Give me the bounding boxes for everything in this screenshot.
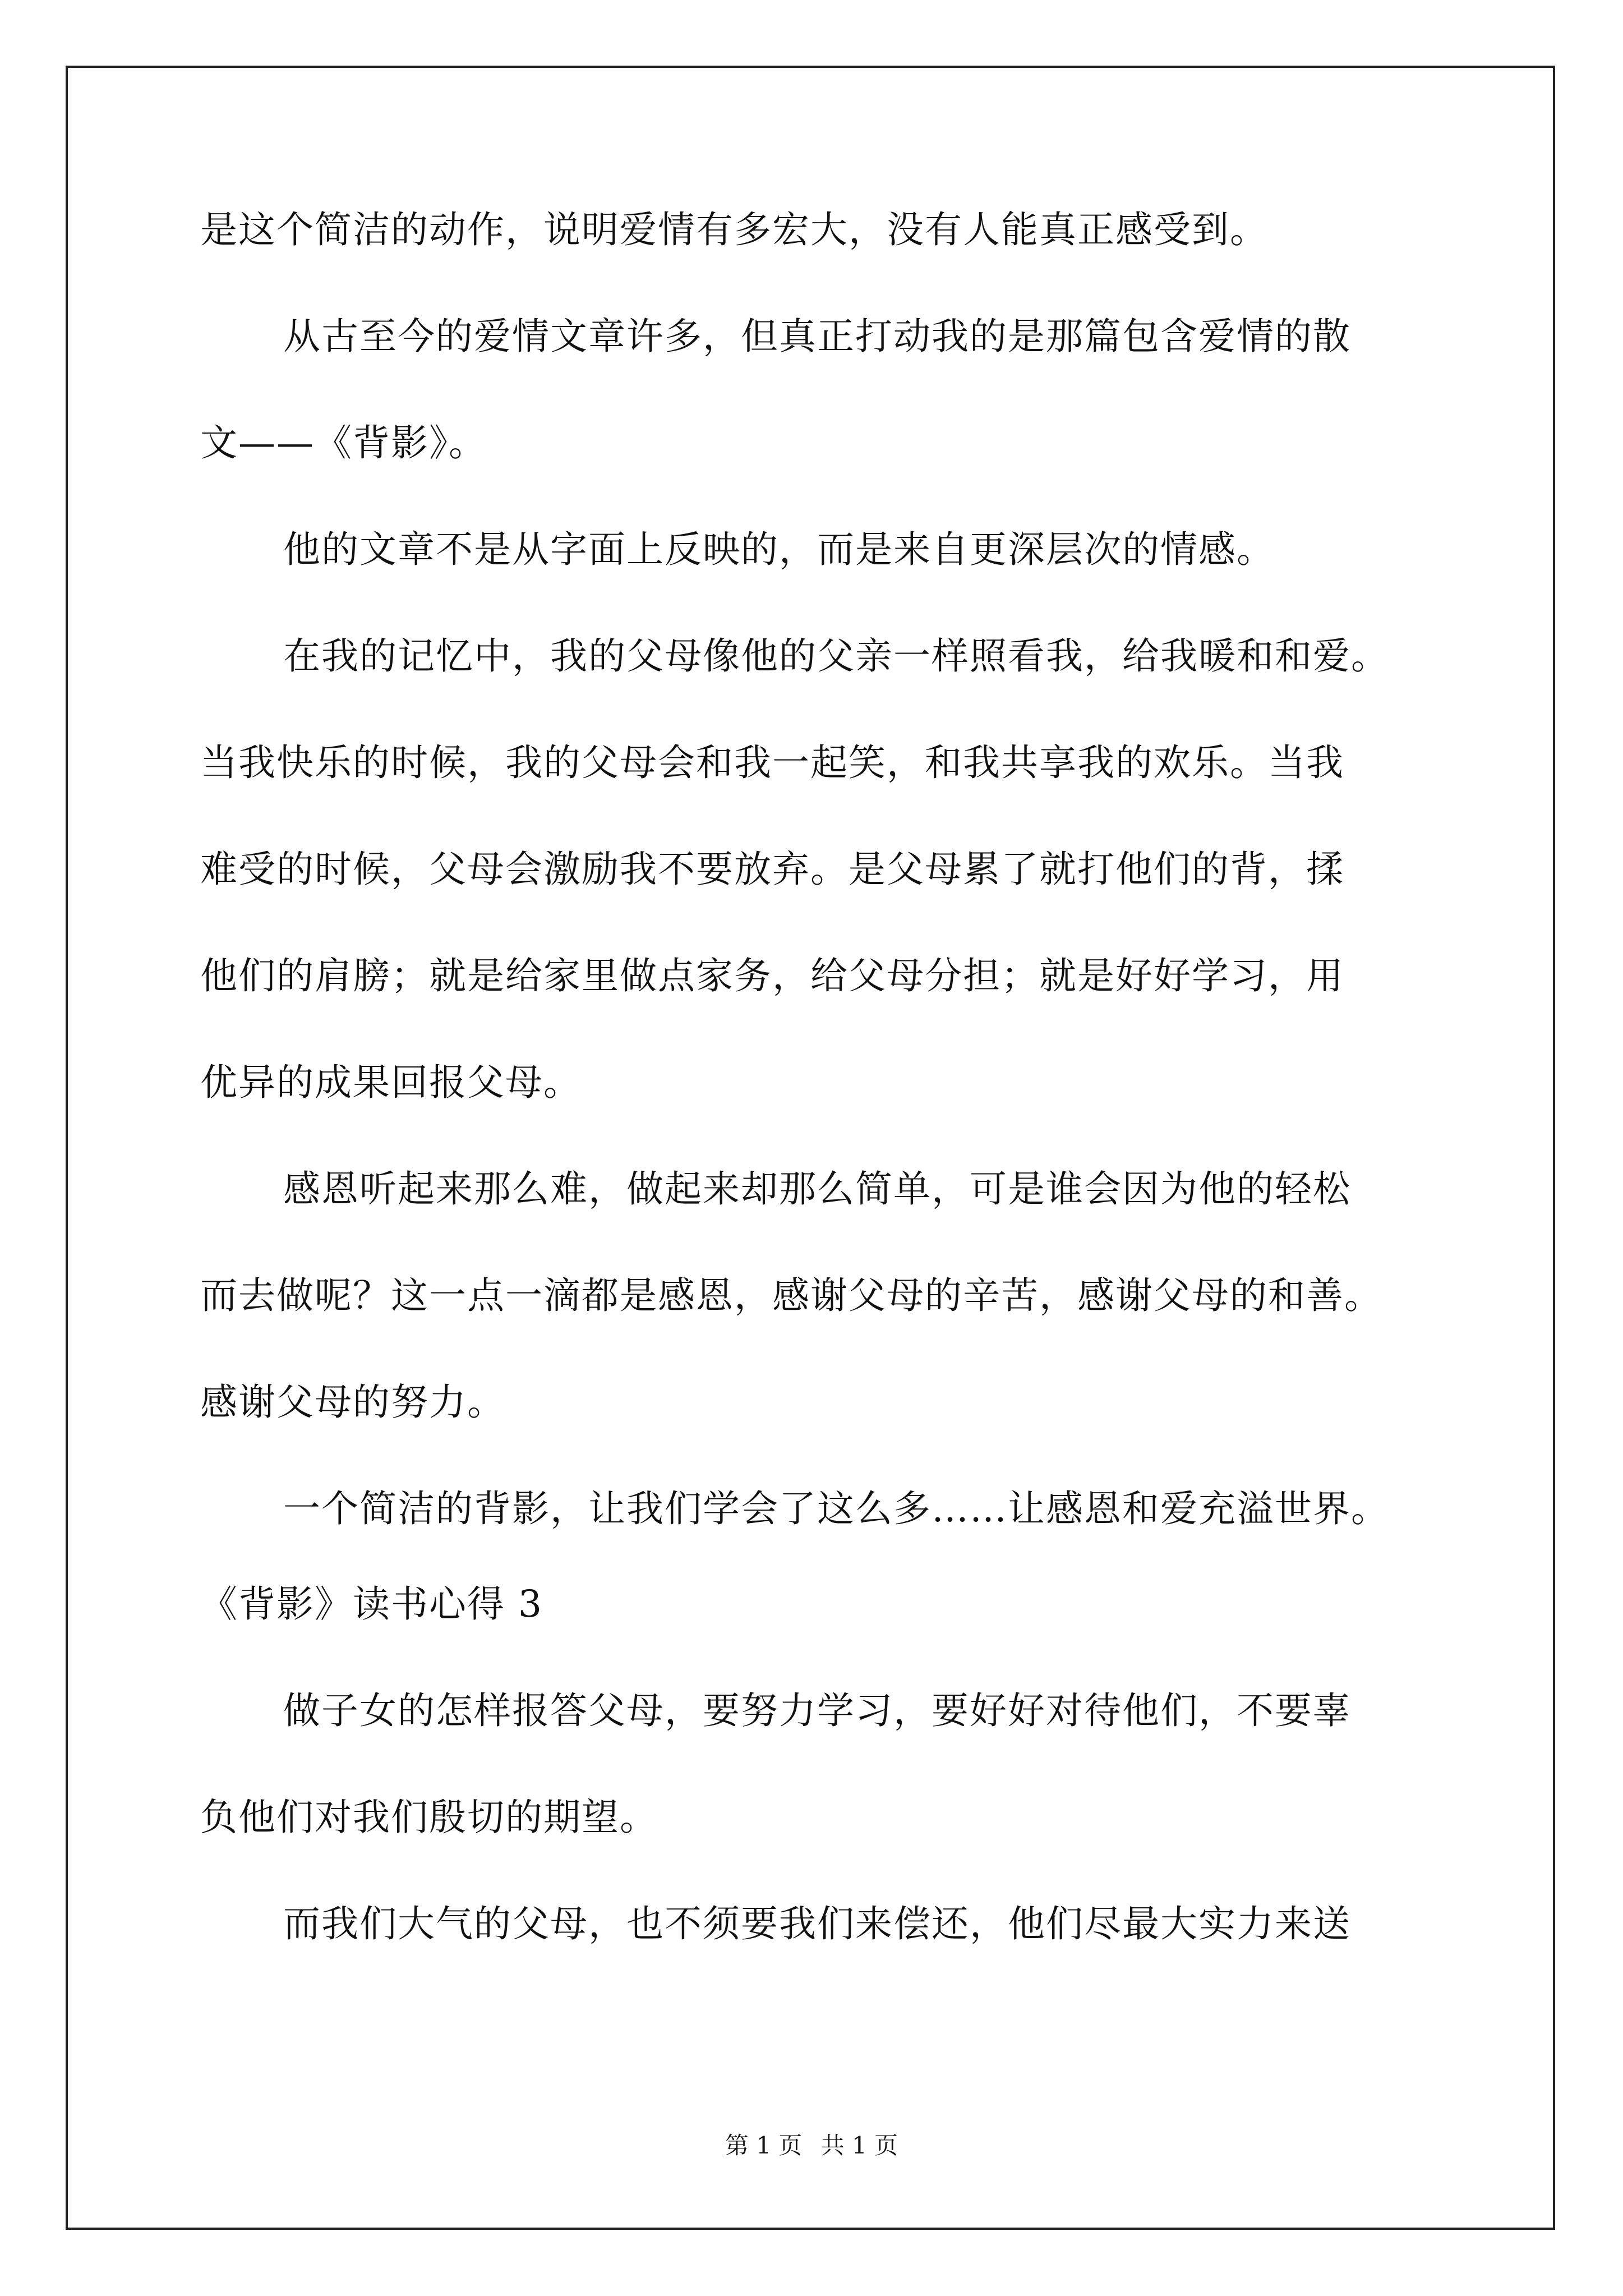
text-line: 负他们对我们殷切的期望。 [200,1796,658,1839]
paragraph-start-line: 在我的记忆中，我的父母像他的父亲一样照看我，给我暖和和爱。 [283,634,1389,678]
page-number-current: 第 1 页 [725,2132,803,2159]
text-line: 他们的肩膀；就是给家里做点家务，给父母分担；就是好好学习，用 [200,954,1344,997]
text-line: 是这个简洁的动作，说明爱情有多宏大，没有人能真正感受到。 [200,208,1268,251]
text-line: 优异的成果回报父母。 [200,1061,582,1104]
page-number-total: 共 1 页 [820,2132,898,2159]
paragraph-start-line: 做子女的怎样报答父母，要努力学习，要好好对待他们，不要辜 [283,1689,1351,1732]
text-line: 文——《背影》。 [200,421,487,464]
page-footer [0,2129,1623,2162]
paragraph-start-line: 从古至今的爱情文章许多，但真正打动我的是那篇包含爱情的散 [283,315,1351,358]
paragraph-start-line: 他的文章不是从字面上反映的，而是来自更深层次的情感。 [283,528,1275,571]
text-line: 当我快乐的时候，我的父母会和我一起笑，和我共享我的欢乐。当我 [200,741,1344,784]
text-line: 感谢父母的努力。 [200,1381,505,1424]
paragraph-start-line: 一个简洁的背影，让我们学会了这么多……让感恩和爱充溢世界。 [283,1487,1389,1530]
section-heading: 《背影》读书心得 3 [200,1582,543,1626]
paragraph-start-line: 感恩听起来那么难，做起来却那么简单，可是谁会因为他的轻松 [283,1167,1351,1211]
paragraph-start-line: 而我们大气的父母，也不须要我们来偿还，他们尽最大实力来送 [283,1902,1351,1945]
text-line: 难受的时候，父母会激励我不要放弃。是父母累了就打他们的背，揉 [200,848,1344,891]
text-line: 而去做呢？这一点一滴都是感恩，感谢父母的辛苦，感谢父母的和善。 [200,1274,1382,1317]
